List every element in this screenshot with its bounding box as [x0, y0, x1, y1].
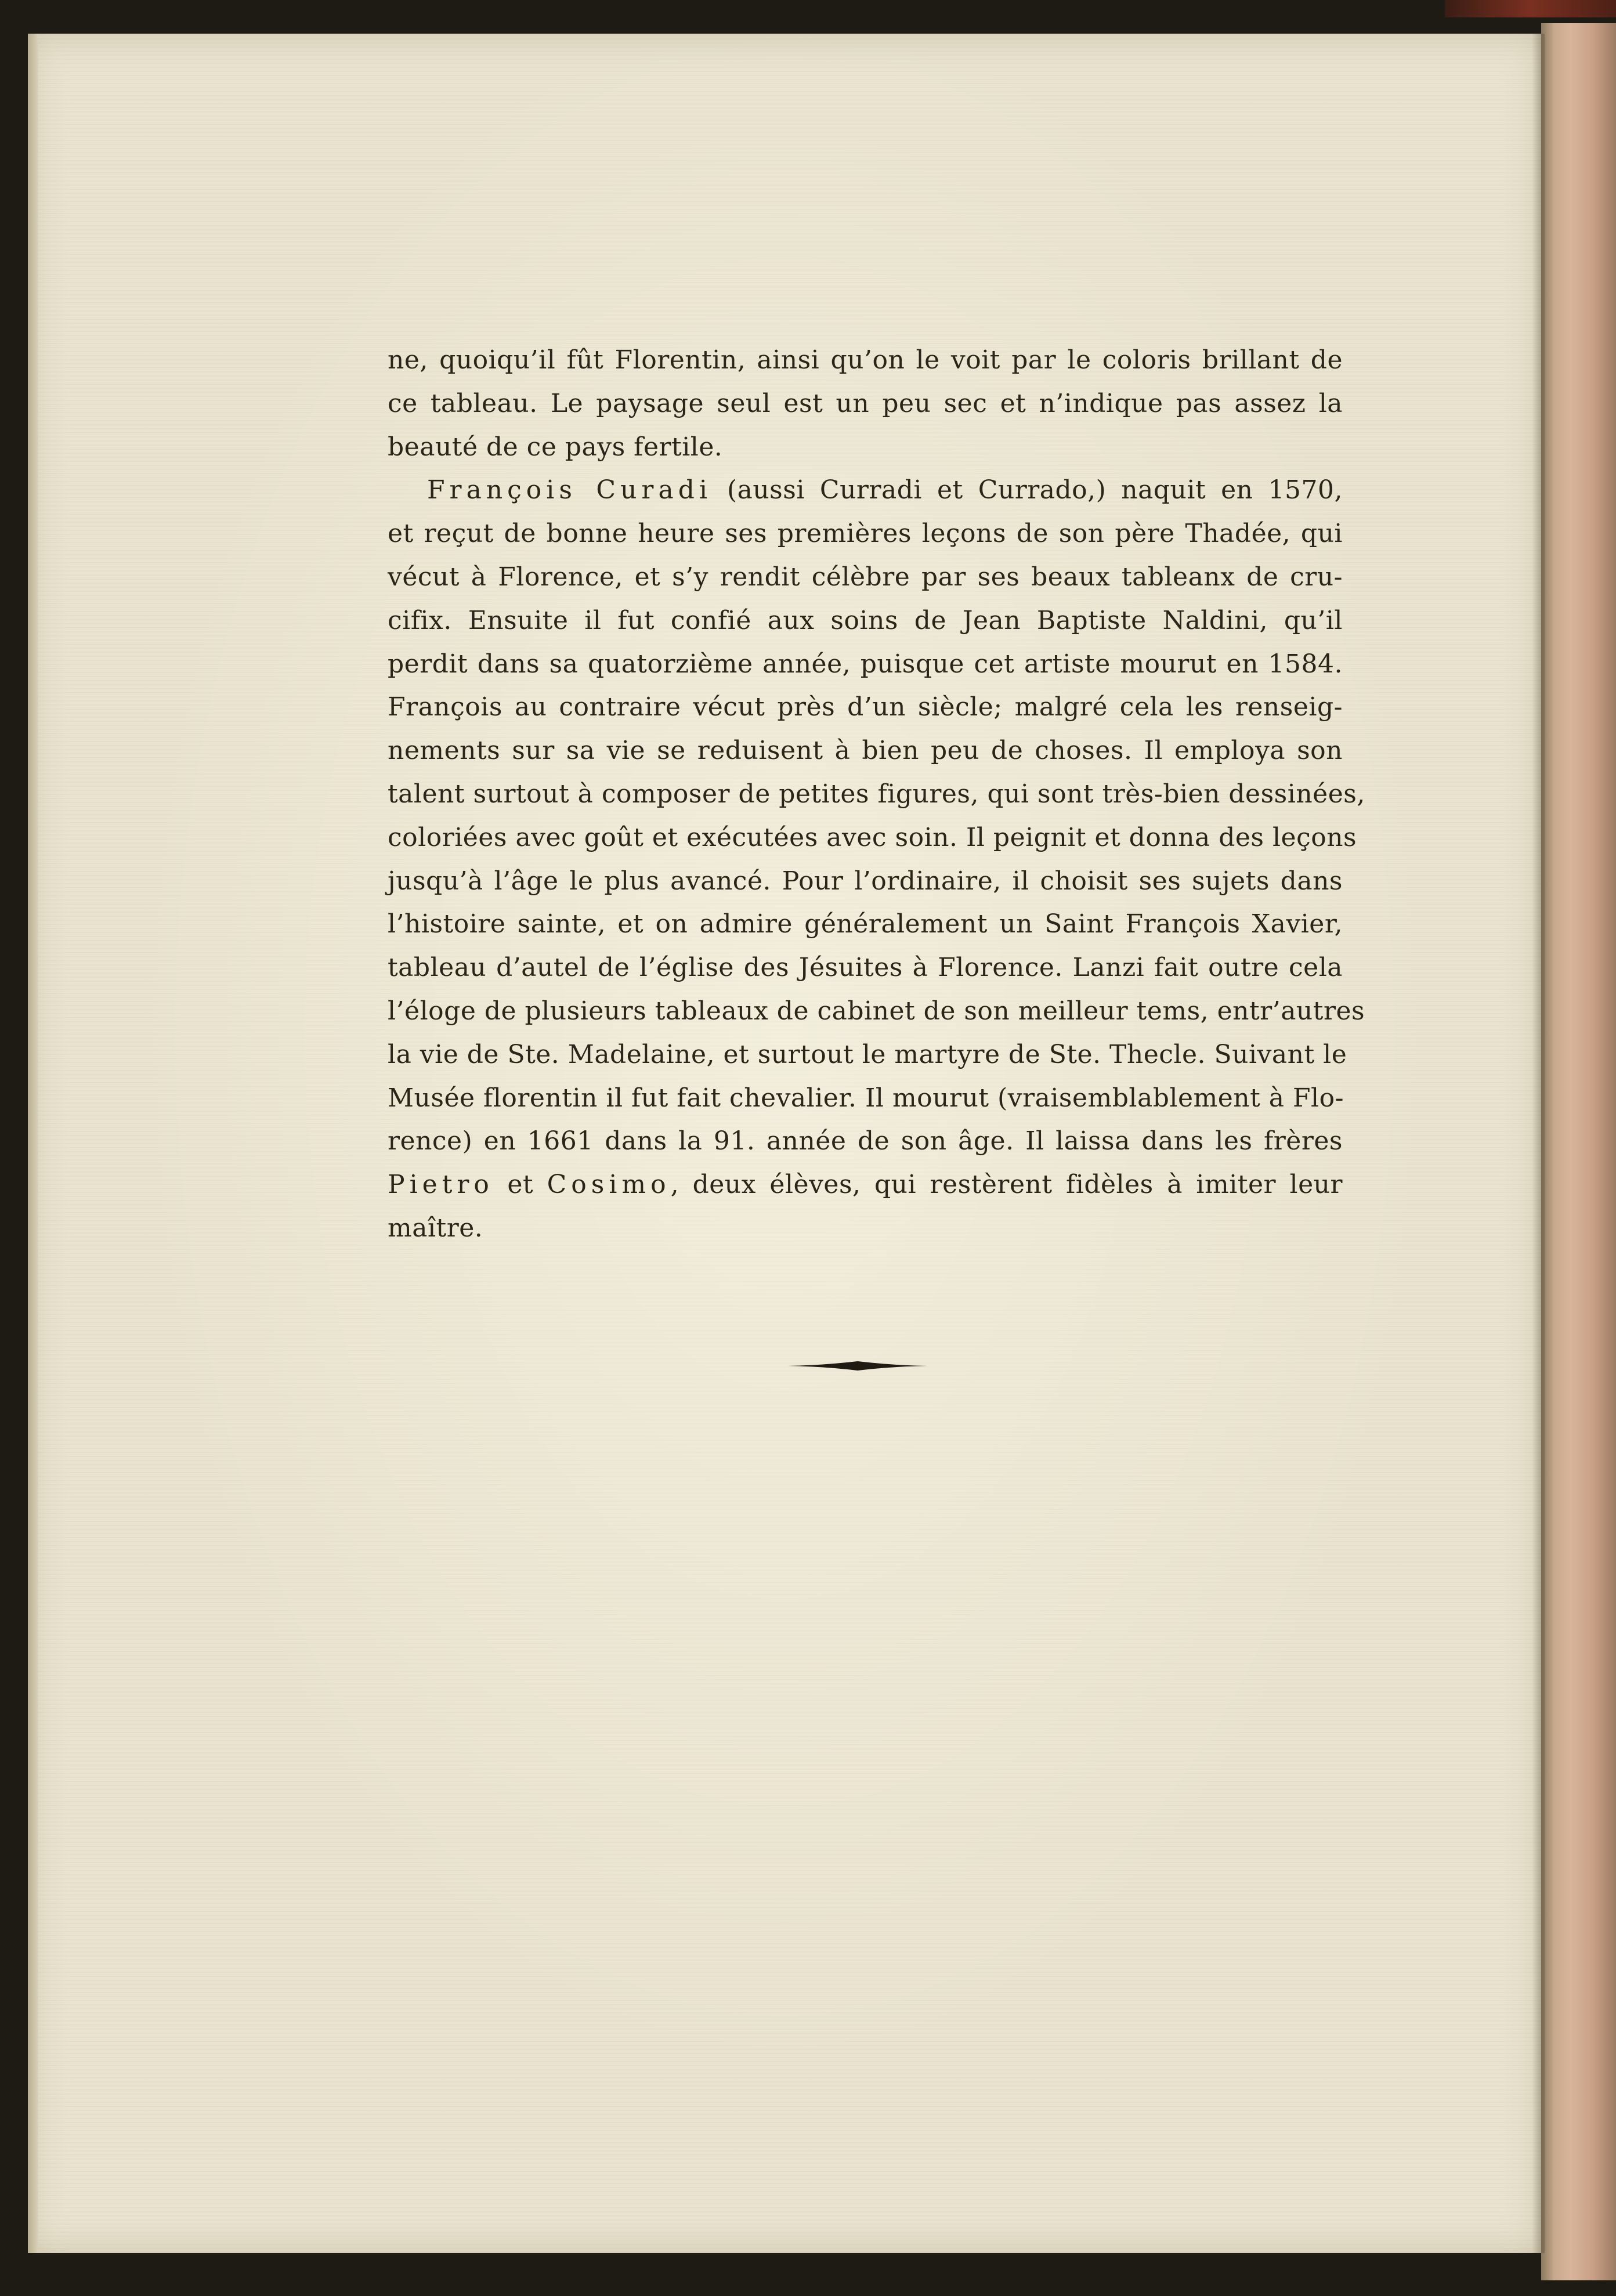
ornament-rule — [788, 1359, 927, 1373]
text-line: ce tableau. Le paysage seul est un peu sec et n’indique pas assez la — [388, 388, 1343, 418]
page-gutter-edge — [28, 34, 38, 2253]
book-edge — [1541, 23, 1616, 2280]
text-line: et reçut de bonne heure ses premières leçons de son père Thadée, qui — [388, 519, 1343, 549]
text-line: beauté de ce pays fertile. — [388, 432, 723, 462]
page-edge-shadow — [1532, 34, 1545, 2253]
text-line: nements sur sa vie se reduisent à bien peu de choses. Il employa son — [388, 736, 1343, 766]
text-line: talent surtout à composer de petites figures, qui sont très-bien dessinées, — [388, 779, 1365, 809]
artist-name: Pietro — [388, 1170, 494, 1200]
text-line: perdit dans sa quatorzième année, puisque cet artiste mourut en 1584. — [388, 649, 1343, 679]
text-line: rence) en 1661 dans la 91. année de son âge. Il laissa dans les frères — [388, 1126, 1343, 1156]
text-line: François au contraire vécut près d’un siècle; malgré cela les renseig- — [388, 692, 1343, 722]
text-line: jusqu’à l’âge le plus avancé. Pour l’ordinaire, il choisit ses sujets dans — [388, 866, 1343, 896]
text-segment: (aussi Curradi et Currado,) naquit en 1570, — [711, 475, 1343, 505]
text-line — [388, 1163, 1343, 1207]
text-line: maître. — [388, 1213, 483, 1243]
body-text — [388, 339, 1365, 1250]
text-segment: , deux élèves, qui restèrent fidèles à imiter leur — [670, 1170, 1343, 1200]
binding-corner — [1445, 0, 1616, 17]
text-line: l’histoire sainte, et on admire généralement un Saint François Xavier, — [388, 909, 1343, 939]
text-line: ne, quoiqu’il fût Florentin, ainsi qu’on le voit par le coloris brillant de — [388, 345, 1343, 375]
text-line: tableau d’autel de l’église des Jésuites à Florence. Lanzi fait outre cela — [388, 953, 1343, 983]
artist-name: François Curadi — [427, 475, 712, 505]
text-line: cifix. Ensuite il fut confié aux soins de Jean Baptiste Naldini, qu’il — [388, 605, 1343, 635]
text-line: coloriées avec goût et exécutées avec soin. Il peignit et donna des leçons — [388, 822, 1357, 852]
text-line — [388, 469, 1343, 512]
artist-name: Cosimo — [547, 1170, 671, 1200]
text-line: Musée florentin il fut fait chevalier. Il mourut (vraisemblablement à Flo- — [388, 1083, 1344, 1113]
text-segment: et — [493, 1170, 547, 1200]
text-line: vécut à Florence, et s’y rendit célèbre par ses beaux tableanx de cru- — [388, 562, 1343, 592]
text-line: la vie de Ste. Madelaine, et surtout le martyre de Ste. Thecle. Suivant le — [388, 1039, 1347, 1069]
text-line: l’éloge de plusieurs tableaux de cabinet de son meilleur tems, entr’autres — [388, 996, 1365, 1026]
